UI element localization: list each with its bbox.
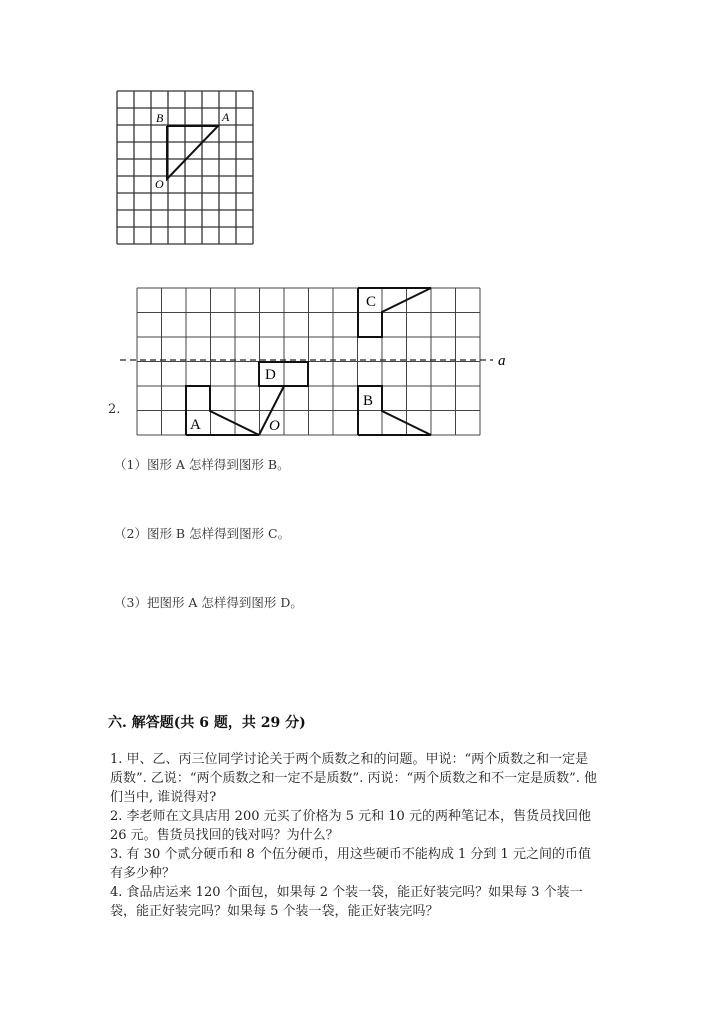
- label-a: A: [222, 110, 230, 124]
- shape-d-label: D: [265, 367, 276, 383]
- section-title: 六. 解答题(共 6 题，共 29 分): [108, 715, 306, 731]
- problem-3: 3. 有 30 个贰分硬币和 8 个伍分硬币，用这些硬币不能构成 1 分到 1 元之间的币值有多少种？: [110, 847, 591, 881]
- problem-1: 1. 甲、乙、丙三位同学讨论关于两个质数之和的问题。甲说：“两个质数之和一定是质数”. 乙说：“两个质数之和一定不是质数”. 丙说：“两个质数之和不一定是质数”. 他们当中, 谁说得对?: [110, 752, 598, 805]
- point-o-label: O: [269, 418, 280, 434]
- shape-c-label: C: [366, 294, 377, 310]
- problem-4: 4. 食品店运来 120 个面包，如果每 2 个装一袋，能正好装完吗？如果每 3 个装一袋，能正好装完吗？如果每 5 个装一袋，能正好装完吗？: [110, 885, 583, 919]
- label-o: O: [155, 177, 164, 191]
- figure-2-grid: [118, 282, 518, 442]
- subquestion-1: （1）图形 A 怎样得到图形 B。: [114, 457, 290, 472]
- subquestion-3: （3）把图形 A 怎样得到图形 D。: [114, 595, 303, 610]
- subquestion-2: （2）图形 B 怎样得到图形 C。: [114, 526, 291, 541]
- question-number: 2.: [108, 402, 121, 417]
- triangle-oba: [167, 126, 218, 179]
- label-b: B: [156, 111, 164, 125]
- problem-2: 2. 李老师在文具店用 200 元买了价格为 5 元和 10 元的两种笔记本，售货员找回他 26 元。售货员找回的钱对吗？为什么？: [110, 809, 591, 843]
- shape-a-label: A: [190, 417, 201, 433]
- axis-label-a: a: [498, 353, 506, 369]
- shape-b-label: B: [363, 393, 374, 409]
- figure-1-grid: [110, 86, 262, 248]
